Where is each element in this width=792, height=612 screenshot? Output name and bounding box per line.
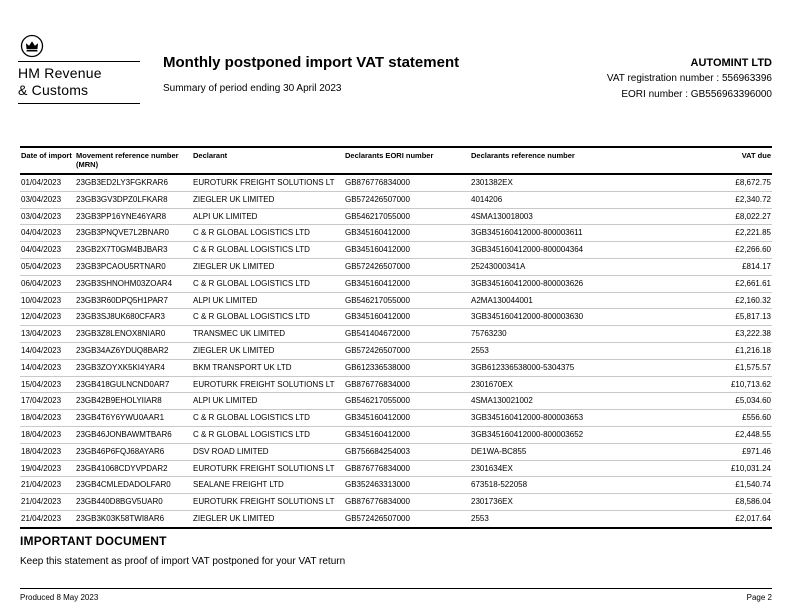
cell-declarant: ALPI UK LIMITED	[193, 396, 258, 406]
cell-vat-due: £5,034.60	[735, 396, 771, 406]
table-row	[20, 376, 772, 393]
cell-mrn: 23GB440D8BGV5UAR0	[76, 497, 163, 507]
important-text: Keep this statement as proof of import VAT postponed for your VAT return	[20, 556, 346, 567]
cell-date: 05/04/2023	[21, 261, 62, 271]
cell-reference: 3GB345160412000-800003626	[471, 278, 584, 288]
cell-declarant: SEALANE FREIGHT LTD	[193, 480, 284, 490]
cell-declarant: EUROTURK FREIGHT SOLUTIONS LT	[193, 497, 335, 507]
cell-date: 12/04/2023	[21, 312, 62, 322]
hmrc-logo	[18, 34, 140, 104]
cell-declarant: BKM TRANSPORT UK LTD	[193, 362, 292, 372]
cell-date: 04/04/2023	[21, 228, 62, 238]
cell-declarant: ALPI UK LIMITED	[193, 211, 258, 221]
cell-mrn: 23GB3R60DPQ5H1PAR7	[76, 295, 168, 305]
cell-date: 10/04/2023	[21, 295, 62, 305]
cell-eori: GB345160412000	[345, 312, 410, 322]
cell-reference: 4SMA130018003	[471, 211, 533, 221]
cell-declarant: ZIEGLER UK LIMITED	[193, 194, 275, 204]
cell-vat-due: £1,216.18	[735, 345, 771, 355]
cell-eori: GB876776834000	[345, 178, 410, 187]
cell-eori: GB546217055000	[345, 396, 410, 406]
hmrc-logo-line2: & Customs	[18, 81, 89, 98]
cell-eori: GB541404672000	[345, 329, 410, 339]
cell-reference: 3GB345160412000-800003630	[471, 312, 584, 322]
cell-reference: 3GB345160412000-800003653	[471, 413, 584, 423]
cell-declarant: EUROTURK FREIGHT SOLUTIONS LT	[193, 463, 335, 473]
cell-reference: 2301634EX	[471, 463, 513, 473]
cell-declarant: ZIEGLER UK LIMITED	[193, 261, 275, 271]
table-row	[20, 275, 772, 292]
cell-declarant: ZIEGLER UK LIMITED	[193, 345, 275, 355]
crown-icon	[18, 34, 140, 58]
cell-vat-due: £8,672.75	[735, 178, 771, 187]
cell-declarant: ZIEGLER UK LIMITED	[193, 513, 275, 523]
table-header	[20, 147, 772, 174]
cell-vat-due: £1,540.74	[735, 480, 771, 490]
cell-date: 15/04/2023	[21, 379, 62, 389]
cell-vat-due: £556.60	[742, 413, 771, 423]
cell-vat-due: £1,575.57	[735, 362, 771, 372]
cell-vat-due: £8,022.27	[735, 211, 771, 221]
important-block	[20, 534, 345, 567]
page-title: Monthly postponed import VAT statement	[163, 54, 460, 71]
table-row	[20, 225, 772, 242]
cell-mrn: 23GB46P6FQJ68AYAR6	[76, 446, 165, 456]
cell-eori: GB876776834000	[345, 463, 410, 473]
cell-vat-due: £814.17	[742, 261, 771, 271]
cell-declarant: EUROTURK FREIGHT SOLUTIONS LT	[193, 379, 335, 389]
cell-mrn: 23GB3SHNOHM03ZOAR4	[76, 278, 173, 288]
table-row	[20, 258, 772, 275]
cell-mrn: 23GB34AZ6YDUQ8BAR2	[76, 345, 169, 355]
cell-reference: 25243000341A	[471, 261, 526, 271]
cell-date: 06/04/2023	[21, 278, 62, 288]
cell-mrn: 23GB46JONBAWMTBAR6	[76, 429, 172, 439]
table-row	[20, 426, 772, 443]
cell-vat-due: £2,017.64	[735, 513, 771, 523]
cell-eori: GB546217055000	[345, 211, 410, 221]
cell-reference: 4SMA130021002	[471, 396, 533, 406]
table-row	[20, 410, 772, 427]
cell-mrn: 23GB3Z8LENOX8NIAR0	[76, 329, 166, 339]
table-row	[20, 309, 772, 326]
cell-eori: GB345160412000	[345, 228, 410, 238]
table-row	[20, 174, 772, 191]
cell-declarant: C & R GLOBAL LOGISTICS LTD	[193, 312, 310, 322]
col-header-date: Date of import	[21, 151, 72, 160]
cell-reference: 4014206	[471, 194, 503, 204]
cell-eori: GB345160412000	[345, 429, 410, 439]
cell-mrn: 23GB3PP16YNE46YAR8	[76, 211, 167, 221]
cell-eori: GB546217055000	[345, 295, 410, 305]
eori-number: EORI number : GB556963396000	[621, 89, 772, 100]
cell-date: 01/04/2023	[21, 178, 62, 187]
cell-vat-due: £10,713.62	[730, 379, 771, 389]
cell-date: 21/04/2023	[21, 513, 62, 523]
cell-reference: 2301670EX	[471, 379, 513, 389]
cell-declarant: ALPI UK LIMITED	[193, 295, 258, 305]
cell-date: 03/04/2023	[21, 194, 62, 204]
cell-eori: GB572426507000	[345, 261, 410, 271]
hmrc-logo-line1: HM Revenue	[18, 65, 102, 81]
table-row	[20, 326, 772, 343]
cell-vat-due: £2,160.32	[735, 295, 771, 305]
cell-declarant: C & R GLOBAL LOGISTICS LTD	[193, 245, 310, 255]
table-row	[20, 359, 772, 376]
cell-mrn: 23GB3SJ8UK680CFAR3	[76, 312, 165, 322]
cell-vat-due: £971.46	[742, 446, 771, 456]
cell-date: 21/04/2023	[21, 497, 62, 507]
col-header-declarant: Declarant	[193, 151, 228, 160]
col-header-vat-due: VAT due	[741, 151, 771, 160]
cell-mrn: 23GB3K03K58TWI8AR6	[76, 513, 165, 523]
cell-vat-due: £2,266.60	[735, 245, 771, 255]
page-subtitle: Summary of period ending 30 April 2023	[163, 83, 342, 94]
table-row	[20, 208, 772, 225]
cell-declarant: DSV ROAD LIMITED	[193, 446, 269, 456]
cell-date: 14/04/2023	[21, 362, 62, 372]
cell-reference: 2553	[471, 345, 489, 355]
cell-mrn: 23GB3GV3DPZ0LFKAR8	[76, 194, 168, 204]
cell-date: 21/04/2023	[21, 480, 62, 490]
cell-reference: 2301736EX	[471, 497, 513, 507]
cell-reference: 3GB612336538000-5304375	[471, 362, 575, 372]
table-row	[20, 510, 772, 527]
col-header-eori: Declarants EORI number	[345, 151, 434, 160]
cell-vat-due: £2,448.55	[735, 429, 771, 439]
cell-mrn: 23GB3PCAOU5RTNAR0	[76, 261, 166, 271]
title-block	[163, 54, 459, 94]
cell-mrn: 23GB3PNQVE7L2BNAR0	[76, 228, 169, 238]
cell-date: 18/04/2023	[21, 446, 62, 456]
cell-reference: 3GB345160412000-800003611	[471, 228, 583, 238]
cell-vat-due: £2,221.85	[735, 228, 771, 238]
cell-date: 18/04/2023	[21, 429, 62, 439]
statement-table-body	[20, 174, 772, 528]
page-number: Page 2	[746, 593, 772, 602]
hmrc-logo-text	[18, 61, 140, 104]
cell-eori: GB572426507000	[345, 194, 410, 204]
cell-date: 04/04/2023	[21, 245, 62, 255]
cell-vat-due: £5,817.13	[735, 312, 771, 322]
cell-mrn: 23GB42B9EHOLYIIAR8	[76, 396, 162, 406]
cell-vat-due: £2,340.72	[735, 194, 771, 204]
cell-reference: 2553	[471, 513, 489, 523]
cell-reference: A2MA130044001	[471, 295, 533, 305]
cell-eori: GB345160412000	[345, 278, 410, 288]
company-block	[607, 55, 772, 103]
cell-reference: 673518-522058	[471, 480, 528, 490]
cell-date: 13/04/2023	[21, 329, 62, 339]
cell-reference: 2301382EX	[471, 178, 513, 187]
col-header-reference: Declarants reference number	[471, 151, 575, 160]
cell-vat-due: £8,586.04	[735, 497, 771, 507]
table-row	[20, 460, 772, 477]
cell-declarant: C & R GLOBAL LOGISTICS LTD	[193, 413, 310, 423]
vat-registration-number: VAT registration number : 556963396	[606, 73, 772, 84]
cell-eori: GB572426507000	[345, 513, 410, 523]
cell-mrn: 23GB4T6Y6YWU0AAR1	[76, 413, 165, 423]
cell-vat-due: £3,222.38	[735, 329, 771, 339]
table-row	[20, 292, 772, 309]
cell-mrn: 23GB418GULNCND0AR7	[76, 379, 170, 389]
cell-eori: GB876776834000	[345, 379, 410, 389]
cell-mrn: 23GB4CMLEDADOLFAR0	[76, 480, 171, 490]
cell-declarant: C & R GLOBAL LOGISTICS LTD	[193, 429, 310, 439]
footer-divider	[20, 588, 772, 589]
cell-date: 03/04/2023	[21, 211, 62, 221]
produced-date: Produced 8 May 2023	[20, 593, 99, 602]
important-title: IMPORTANT DOCUMENT	[20, 534, 167, 548]
cell-mrn: 23GB3ED2LY3FGKRAR6	[76, 178, 168, 187]
cell-date: 19/04/2023	[21, 463, 62, 473]
cell-mrn: 23GB2X7T0GM4BJBAR3	[76, 245, 168, 255]
cell-eori: GB352463313000	[345, 480, 410, 490]
table-row	[20, 191, 772, 208]
cell-date: 18/04/2023	[21, 413, 62, 423]
cell-eori: GB572426507000	[345, 345, 410, 355]
company-name: AUTOMINT LTD	[690, 57, 772, 69]
cell-reference: 75763230	[471, 329, 507, 339]
cell-declarant: EUROTURK FREIGHT SOLUTIONS LT	[193, 178, 335, 187]
cell-vat-due: £2,661.61	[735, 278, 771, 288]
table-row	[20, 342, 772, 359]
cell-date: 14/04/2023	[21, 345, 62, 355]
cell-eori: GB612336538000	[345, 362, 410, 372]
cell-vat-due: £10,031.24	[730, 463, 771, 473]
col-header-mrn: Movement reference number (MRN)	[76, 151, 179, 169]
cell-date: 17/04/2023	[21, 396, 62, 406]
table-row	[20, 393, 772, 410]
cell-mrn: 23GB41068CDYVPDAR2	[76, 463, 168, 473]
statement-table	[20, 146, 772, 529]
cell-reference: 3GB345160412000-800003652	[471, 429, 584, 439]
table-row	[20, 477, 772, 494]
cell-reference: DE1WA-BC855	[471, 446, 527, 456]
cell-eori: GB756684254003	[345, 446, 410, 456]
table-row	[20, 242, 772, 259]
cell-eori: GB345160412000	[345, 245, 410, 255]
cell-eori: GB876776834000	[345, 497, 410, 507]
footer-row	[20, 593, 772, 602]
cell-declarant: TRANSMEC UK LIMITED	[193, 329, 286, 339]
table-row	[20, 494, 772, 511]
cell-eori: GB345160412000	[345, 413, 410, 423]
table-row	[20, 443, 772, 460]
cell-declarant: C & R GLOBAL LOGISTICS LTD	[193, 278, 310, 288]
cell-mrn: 23GB3ZOYXK5KI4YAR4	[76, 362, 165, 372]
cell-reference: 3GB345160412000-800004364	[471, 245, 584, 255]
cell-declarant: C & R GLOBAL LOGISTICS LTD	[193, 228, 310, 238]
